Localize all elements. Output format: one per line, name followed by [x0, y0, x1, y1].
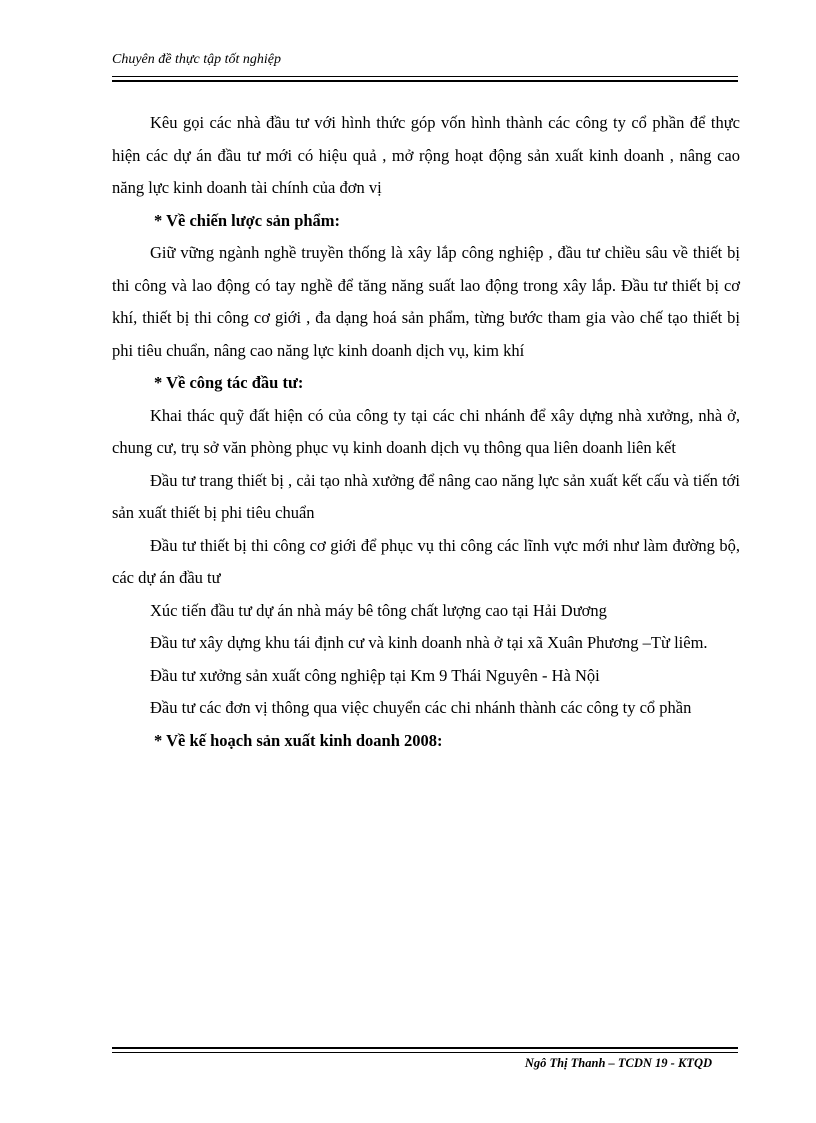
paragraph-machinery: Đầu tư thiết bị thi công cơ giới để phục vụ thi công các lĩnh vực mới như làm đường bộ, các dự án đầu tư — [112, 535, 740, 587]
paragraph-workshop: Đầu tư xưởng sản xuất công nghiệp tại Km 9 Thái Nguyên - Hà Nội — [150, 665, 600, 685]
document-body — [112, 107, 740, 757]
page-header-title: Chuyên đề thực tập tốt nghiệp — [112, 52, 281, 67]
heading-business-plan-2008: * Về kế hoạch sản xuất kinh doanh 2008: — [154, 730, 443, 750]
header-rule-thick — [112, 80, 738, 82]
paragraph-resettlement: Đầu tư xây dựng khu tái định cư và kinh doanh nhà ở tại xã Xuân Phương –Từ liêm. — [150, 633, 708, 652]
footer-rule — [112, 1052, 738, 1053]
header-rule — [112, 76, 738, 77]
footer-rule-thick — [112, 1047, 738, 1049]
heading-investment: * Về công tác đầu tư: — [154, 373, 304, 392]
paragraph-product-strategy: Giữ vững ngành nghề truyền thống là xây lắp công nghiệp , đầu tư chiều sâu về thiết bị thi công và lao động có tay nghề để tăng năng suất lao động trong xây lắp. Đầu tư thiết bị cơ khí, thiết bị thi công cơ giới , đa dạng hoá sản phẩm, từng bước tham gia vào chế tạo thiết bị phi tiêu chuẩn, nâng cao năng lực kinh doanh dịch vụ, kim khí — [112, 243, 740, 360]
paragraph-land-fund: Khai thác quỹ đất hiện có của công ty tại các chi nhánh để xây dựng nhà xưởng, nhà ở, chung cư, trụ sở văn phòng phục vụ kinh doanh dịch vụ thông qua liên doanh liên kết — [112, 405, 740, 457]
heading-product-strategy: * Về chiến lược sản phẩm: — [154, 210, 341, 230]
paragraph-concrete-plant: Xúc tiến đầu tư dự án nhà máy bê tông chất lượng cao tại Hải Dương — [150, 600, 607, 620]
paragraph-equipment: Đầu tư trang thiết bị , cải tạo nhà xưởng để nâng cao năng lực sản xuất kết cấu và tiến tới sản xuất thiết bị phi tiêu chuẩn — [112, 470, 740, 522]
paragraph-equitization: Đầu tư các đơn vị thông qua việc chuyển các chi nhánh thành các công ty cổ phần — [150, 698, 692, 717]
paragraph-investor-call: Kêu gọi các nhà đầu tư với hình thức góp vốn hình thành các công ty cổ phần để thực hiện các dự án đầu tư mới có hiệu quả , mở rộng hoạt động sản xuất kinh doanh , nâng cao năng lực kinh doanh tài chính của đơn vị — [112, 113, 740, 197]
page-footer-author: Ngô Thị Thanh – TCDN 19 - KTQD — [524, 1056, 712, 1070]
